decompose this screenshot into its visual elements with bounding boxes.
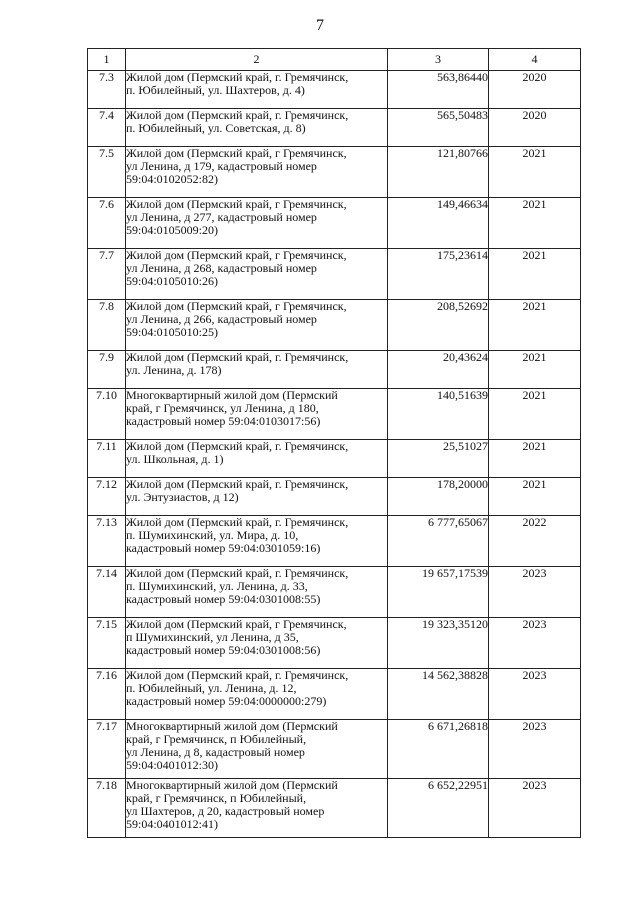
amount-cell: 25,51027: [388, 440, 489, 478]
object-description-cell: Жилой дом (Пермский край, г Гремячинск, ул Ленина, д 179, кадастровый номер 59:04:0102052:82): [126, 147, 388, 198]
amount-cell: 563,86440: [388, 71, 489, 109]
column-header-3: 3: [388, 49, 489, 71]
page-number: 7: [316, 17, 324, 34]
object-description-cell: Жилой дом (Пермский край, г. Гремячинск, п. Юбилейный, ул. Шахтеров, д. 4): [126, 71, 388, 109]
amount-cell: 175,23614: [388, 249, 489, 300]
table-row: [88, 300, 581, 351]
table-row: [88, 147, 581, 198]
table-header-row: [88, 49, 581, 71]
row-number-cell: 7.11: [88, 440, 126, 478]
row-number-cell: 7.13: [88, 516, 126, 567]
year-cell: 2021: [489, 440, 581, 478]
year-cell: 2021: [489, 478, 581, 516]
year-cell: 2023: [489, 779, 581, 838]
year-cell: 2022: [489, 516, 581, 567]
object-description-cell: Жилой дом (Пермский край, г. Гремячинск, п. Шумихинский, ул. Мира, д. 10, кадастровый номер 59:04:0301059:16): [126, 516, 388, 567]
object-description-cell: Жилой дом (Пермский край, г. Гремячинск, п. Шумихинский, ул. Ленина, д. 33, кадастровый номер 59:04:0301008:55): [126, 567, 388, 618]
table-row: [88, 669, 581, 720]
table-body: [88, 71, 581, 838]
objects-table: [87, 48, 581, 838]
table-row: [88, 198, 581, 249]
row-number-cell: 7.8: [88, 300, 126, 351]
row-number-cell: 7.17: [88, 720, 126, 779]
year-cell: 2020: [489, 109, 581, 147]
table-row: [88, 478, 581, 516]
object-description-cell: Жилой дом (Пермский край, г. Гремячинск, п. Юбилейный, ул. Ленина, д. 12, кадастровый номер 59:04:0000000:279): [126, 669, 388, 720]
amount-cell: 140,51639: [388, 389, 489, 440]
table-row: [88, 71, 581, 109]
year-cell: 2021: [489, 249, 581, 300]
table-row: [88, 249, 581, 300]
row-number-cell: 7.15: [88, 618, 126, 669]
year-cell: 2023: [489, 567, 581, 618]
object-description-cell: Жилой дом (Пермский край, г. Гремячинск, ул. Энтузиастов, д 12): [126, 478, 388, 516]
table-row: [88, 440, 581, 478]
table-row: [88, 720, 581, 779]
row-number-cell: 7.18: [88, 779, 126, 838]
year-cell: 2021: [489, 147, 581, 198]
amount-cell: 6 652,22951: [388, 779, 489, 838]
table-row: [88, 779, 581, 838]
object-description-cell: Многоквартирный жилой дом (Пермский край, г Гремячинск, п Юбилейный, ул Шахтеров, д 20, кадастровый номер 59:04:0401012:41): [126, 779, 388, 838]
amount-cell: 19 657,17539: [388, 567, 489, 618]
amount-cell: 208,52692: [388, 300, 489, 351]
object-description-cell: Жилой дом (Пермский край, г Гремячинск, ул Ленина, д 277, кадастровый номер 59:04:0105009:20): [126, 198, 388, 249]
table-row: [88, 389, 581, 440]
year-cell: 2020: [489, 71, 581, 109]
column-header-2: 2: [126, 49, 388, 71]
column-header-4: 4: [489, 49, 581, 71]
year-cell: 2021: [489, 300, 581, 351]
table-row: [88, 351, 581, 389]
amount-cell: 20,43624: [388, 351, 489, 389]
row-number-cell: 7.6: [88, 198, 126, 249]
year-cell: 2021: [489, 389, 581, 440]
amount-cell: 149,46634: [388, 198, 489, 249]
row-number-cell: 7.9: [88, 351, 126, 389]
row-number-cell: 7.7: [88, 249, 126, 300]
row-number-cell: 7.5: [88, 147, 126, 198]
row-number-cell: 7.14: [88, 567, 126, 618]
row-number-cell: 7.10: [88, 389, 126, 440]
object-description-cell: Жилой дом (Пермский край, г Гремячинск, п Шумихинский, ул Ленина, д 35, кадастровый номер 59:04:0301008:56): [126, 618, 388, 669]
object-description-cell: Многоквартирный жилой дом (Пермский край, г Гремячинск, ул Ленина, д 180, кадастровый номер 59:04:0103017:56): [126, 389, 388, 440]
table-row: [88, 516, 581, 567]
object-description-cell: Многоквартирный жилой дом (Пермский край, г Гремячинск, п Юбилейный, ул Ленина, д 8, кадастровый номер 59:04:0401012:30): [126, 720, 388, 779]
amount-cell: 178,20000: [388, 478, 489, 516]
amount-cell: 565,50483: [388, 109, 489, 147]
table-row: [88, 109, 581, 147]
object-description-cell: Жилой дом (Пермский край, г Гремячинск, ул Ленина, д 268, кадастровый номер 59:04:0105010:26): [126, 249, 388, 300]
amount-cell: 14 562,38828: [388, 669, 489, 720]
row-number-cell: 7.12: [88, 478, 126, 516]
object-description-cell: Жилой дом (Пермский край, г. Гремячинск, ул. Ленина, д. 178): [126, 351, 388, 389]
object-description-cell: Жилой дом (Пермский край, г. Гремячинск, ул. Школьная, д. 1): [126, 440, 388, 478]
table-row: [88, 567, 581, 618]
year-cell: 2023: [489, 720, 581, 779]
row-number-cell: 7.3: [88, 71, 126, 109]
year-cell: 2021: [489, 198, 581, 249]
year-cell: 2021: [489, 351, 581, 389]
year-cell: 2023: [489, 669, 581, 720]
column-header-1: 1: [88, 49, 126, 71]
amount-cell: 6 777,65067: [388, 516, 489, 567]
year-cell: 2023: [489, 618, 581, 669]
row-number-cell: 7.4: [88, 109, 126, 147]
amount-cell: 19 323,35120: [388, 618, 489, 669]
object-description-cell: Жилой дом (Пермский край, г. Гремячинск, п. Юбилейный, ул. Советская, д. 8): [126, 109, 388, 147]
amount-cell: 6 671,26818: [388, 720, 489, 779]
amount-cell: 121,80766: [388, 147, 489, 198]
object-description-cell: Жилой дом (Пермский край, г Гремячинск, ул Ленина, д 266, кадастровый номер 59:04:0105010:25): [126, 300, 388, 351]
table-row: [88, 618, 581, 669]
row-number-cell: 7.16: [88, 669, 126, 720]
